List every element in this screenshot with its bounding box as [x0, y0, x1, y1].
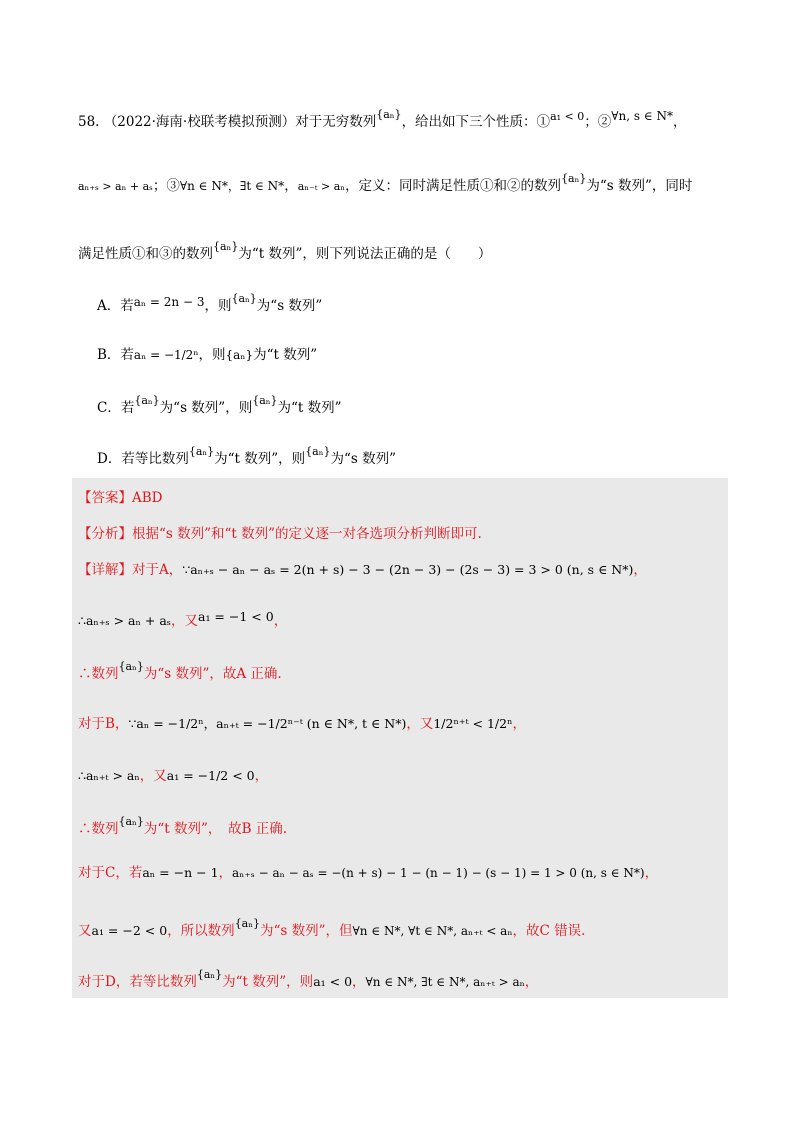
- option-text: ，则: [198, 347, 226, 363]
- stem-text: ，给出如下三个性质：①: [401, 114, 551, 130]
- detail-text: 对于A，: [132, 562, 183, 578]
- detail-text: ，又: [171, 613, 198, 629]
- sequence-symbol: {aₙ}: [376, 108, 402, 121]
- detail-text: 对于D，若等比数列: [78, 974, 197, 990]
- sequence-symbol: {aₙ}: [561, 172, 587, 185]
- detail-line-9: [78, 968, 538, 990]
- option-math: aₙ = −1/2ⁿ: [133, 348, 199, 362]
- option-text: 若: [120, 347, 134, 363]
- stem-text: 对于无穷数列: [295, 114, 377, 130]
- detail-text: 为“t 数列”，则: [222, 974, 314, 990]
- stem-text: ；②: [584, 114, 612, 130]
- detail-math: a₁ = −1/2 < 0: [166, 768, 255, 783]
- answer-value: ABD: [132, 490, 163, 506]
- property-2-inequality: aₙ₊ₛ > aₙ + aₛ: [78, 180, 153, 193]
- detail-math: ∴aₙ₊ₜ > aₙ: [78, 768, 140, 783]
- question-source: （2022·海南·校联考模拟预测）: [103, 114, 296, 130]
- detail-math: ∀n ∈ N*, ∃t ∈ N*, aₙ₊ₜ > aₙ: [365, 975, 525, 989]
- sequence-symbol: {aₙ}: [234, 917, 261, 930]
- property-3-forall: ∀n ∈ N*: [179, 179, 228, 193]
- detail-math: aₙ = −n − 1: [142, 865, 219, 880]
- option-a[interactable]: [97, 292, 322, 314]
- detail-text: ∴数列: [78, 821, 119, 837]
- option-text: 为“t 数列”: [253, 347, 318, 363]
- detail-text: ，: [254, 768, 269, 784]
- analysis-text: 根据“s 数列”和“t 数列”的定义逐一对各选项分析判断即可.: [132, 526, 482, 542]
- sequence-symbol: {aₙ}: [225, 348, 254, 362]
- property-3-inequality: aₙ₋ₜ > aₙ: [297, 180, 346, 193]
- detail-line-2: [78, 609, 287, 629]
- detail-text: ，: [273, 613, 288, 629]
- detail-line-1: [78, 558, 647, 578]
- detail-text: ，又: [406, 716, 434, 732]
- detail-text: ，: [352, 974, 366, 990]
- detail-text: ，: [633, 562, 647, 578]
- detail-math: ∀n ∈ N*, ∀t ∈ N*, aₙ₊ₜ < aₙ: [352, 924, 513, 938]
- answer-line: [78, 486, 163, 506]
- sequence-symbol: {aₙ}: [231, 292, 257, 305]
- detail-line-8: [78, 917, 585, 939]
- analysis-tag: 【分析】: [78, 526, 132, 542]
- sequence-symbol: {aₙ}: [118, 815, 144, 828]
- sequence-symbol: {aₙ}: [305, 445, 331, 458]
- property-2-quantifier: ∀n, s ∈ N*: [611, 109, 674, 123]
- detail-line-4: [78, 712, 526, 732]
- stem-text: 为“t 数列”，则下列说法正确的是（ ）: [238, 246, 492, 262]
- detail-text: ，: [644, 865, 659, 881]
- stem-text: ，定义：同时满足性质①和②的数列: [345, 178, 562, 194]
- option-text: 若等比数列: [121, 451, 189, 467]
- detail-math: a₁ < 0: [313, 974, 353, 989]
- sequence-symbol: {aₙ}: [188, 445, 215, 458]
- option-text: 为“t 数列”: [277, 400, 342, 416]
- sequence-symbol: {aₙ}: [213, 240, 239, 253]
- detail-text: 为“s 数列”，故A 正确.: [143, 666, 282, 682]
- detail-math: 1/2ⁿ⁺ᵗ < 1/2ⁿ: [433, 716, 513, 731]
- detail-text: ，: [524, 974, 539, 990]
- analysis-line: [78, 522, 482, 542]
- detail-line-3: [78, 660, 282, 682]
- sequence-symbol: {aₙ}: [134, 394, 160, 407]
- option-label: A．: [97, 298, 121, 314]
- detail-math: ∴aₙ₊ₛ > aₙ + aₛ: [78, 613, 171, 628]
- detail-math: a₁ = −1 < 0: [198, 609, 274, 624]
- sequence-symbol: {aₙ}: [196, 968, 223, 981]
- question-number: 58.: [78, 114, 100, 130]
- option-label: D．: [97, 451, 122, 467]
- detail-math: a₁ = −2 < 0: [91, 923, 168, 938]
- option-text: ，则: [204, 298, 232, 314]
- option-text: 若: [120, 400, 135, 416]
- detail-tag: 【详解】: [78, 562, 132, 578]
- option-text: 为“t 数列”，则: [214, 451, 306, 467]
- detail-line-7: [78, 861, 658, 881]
- stem-text: 满足性质①和③的数列: [78, 246, 213, 262]
- detail-text: ，故C 错误.: [512, 923, 586, 939]
- question-line-3: [78, 240, 491, 262]
- option-label: B．: [97, 347, 121, 363]
- detail-text: 对于B，: [78, 716, 129, 732]
- answer-tag: 【答案】: [78, 490, 132, 506]
- question-line-2: aₙ₊ₛ > aₙ + aₛ；③∀n ∈ N*，∃t ∈ N*，aₙ₋ₜ > aₙ，定义：同时满足性质①和②的数列$^{\{a_n\}}$为“s 数列”，同时: [78, 172, 693, 194]
- detail-math: aₙ₊ₛ − aₙ − aₛ = −(n + s) − 1 − (n − 1) − (s − 1) = 1 > 0 (n, s ∈ N*): [232, 866, 645, 880]
- detail-text: ，又: [139, 768, 167, 784]
- detail-math: ∵aₙ = −1/2ⁿ，aₙ₊ₜ = −1/2ⁿ⁻ᵗ (n ∈ N*, t ∈ N*): [128, 716, 407, 731]
- sequence-symbol: {aₙ}: [252, 394, 278, 407]
- detail-text: 对于C，若: [78, 865, 143, 881]
- detail-text: 为“s 数列”，但: [260, 923, 353, 939]
- property-3-exists: ，∃t ∈ N*: [227, 179, 285, 193]
- detail-text: ，所以数列: [167, 923, 235, 939]
- stem-text: 为“s 数列”，同时: [586, 178, 693, 194]
- detail-text: 又: [78, 923, 92, 939]
- option-label: C．: [97, 400, 121, 416]
- detail-text: ，: [512, 716, 526, 732]
- option-text: 若: [120, 298, 134, 314]
- option-text: 为“s 数列”: [330, 451, 397, 467]
- detail-text: 为“t 数列”， 故B 正确.: [143, 821, 288, 837]
- option-c[interactable]: [97, 394, 342, 416]
- property-1: a₁ < 0: [550, 110, 585, 123]
- detail-line-6: [78, 815, 287, 837]
- question-line-1: [78, 108, 687, 130]
- detail-text: ，: [218, 865, 233, 881]
- detail-math: ∵aₙ₊ₛ − aₙ − aₛ = 2(n + s) − 3 − (2n − 3) − (2s − 3) = 3 > 0 (n, s ∈ N*): [182, 562, 634, 577]
- sequence-symbol: {aₙ}: [118, 660, 144, 673]
- option-d[interactable]: [97, 445, 396, 467]
- stem-text: ；③: [152, 178, 180, 194]
- detail-text: ∴数列: [78, 666, 119, 682]
- option-text: 为“s 数列”，则: [159, 400, 253, 416]
- option-b[interactable]: [97, 343, 317, 363]
- option-text: 为“s 数列”: [256, 298, 323, 314]
- option-math: aₙ = 2n − 3: [133, 295, 205, 309]
- detail-line-5: [78, 764, 268, 784]
- stem-text: ，: [673, 114, 687, 130]
